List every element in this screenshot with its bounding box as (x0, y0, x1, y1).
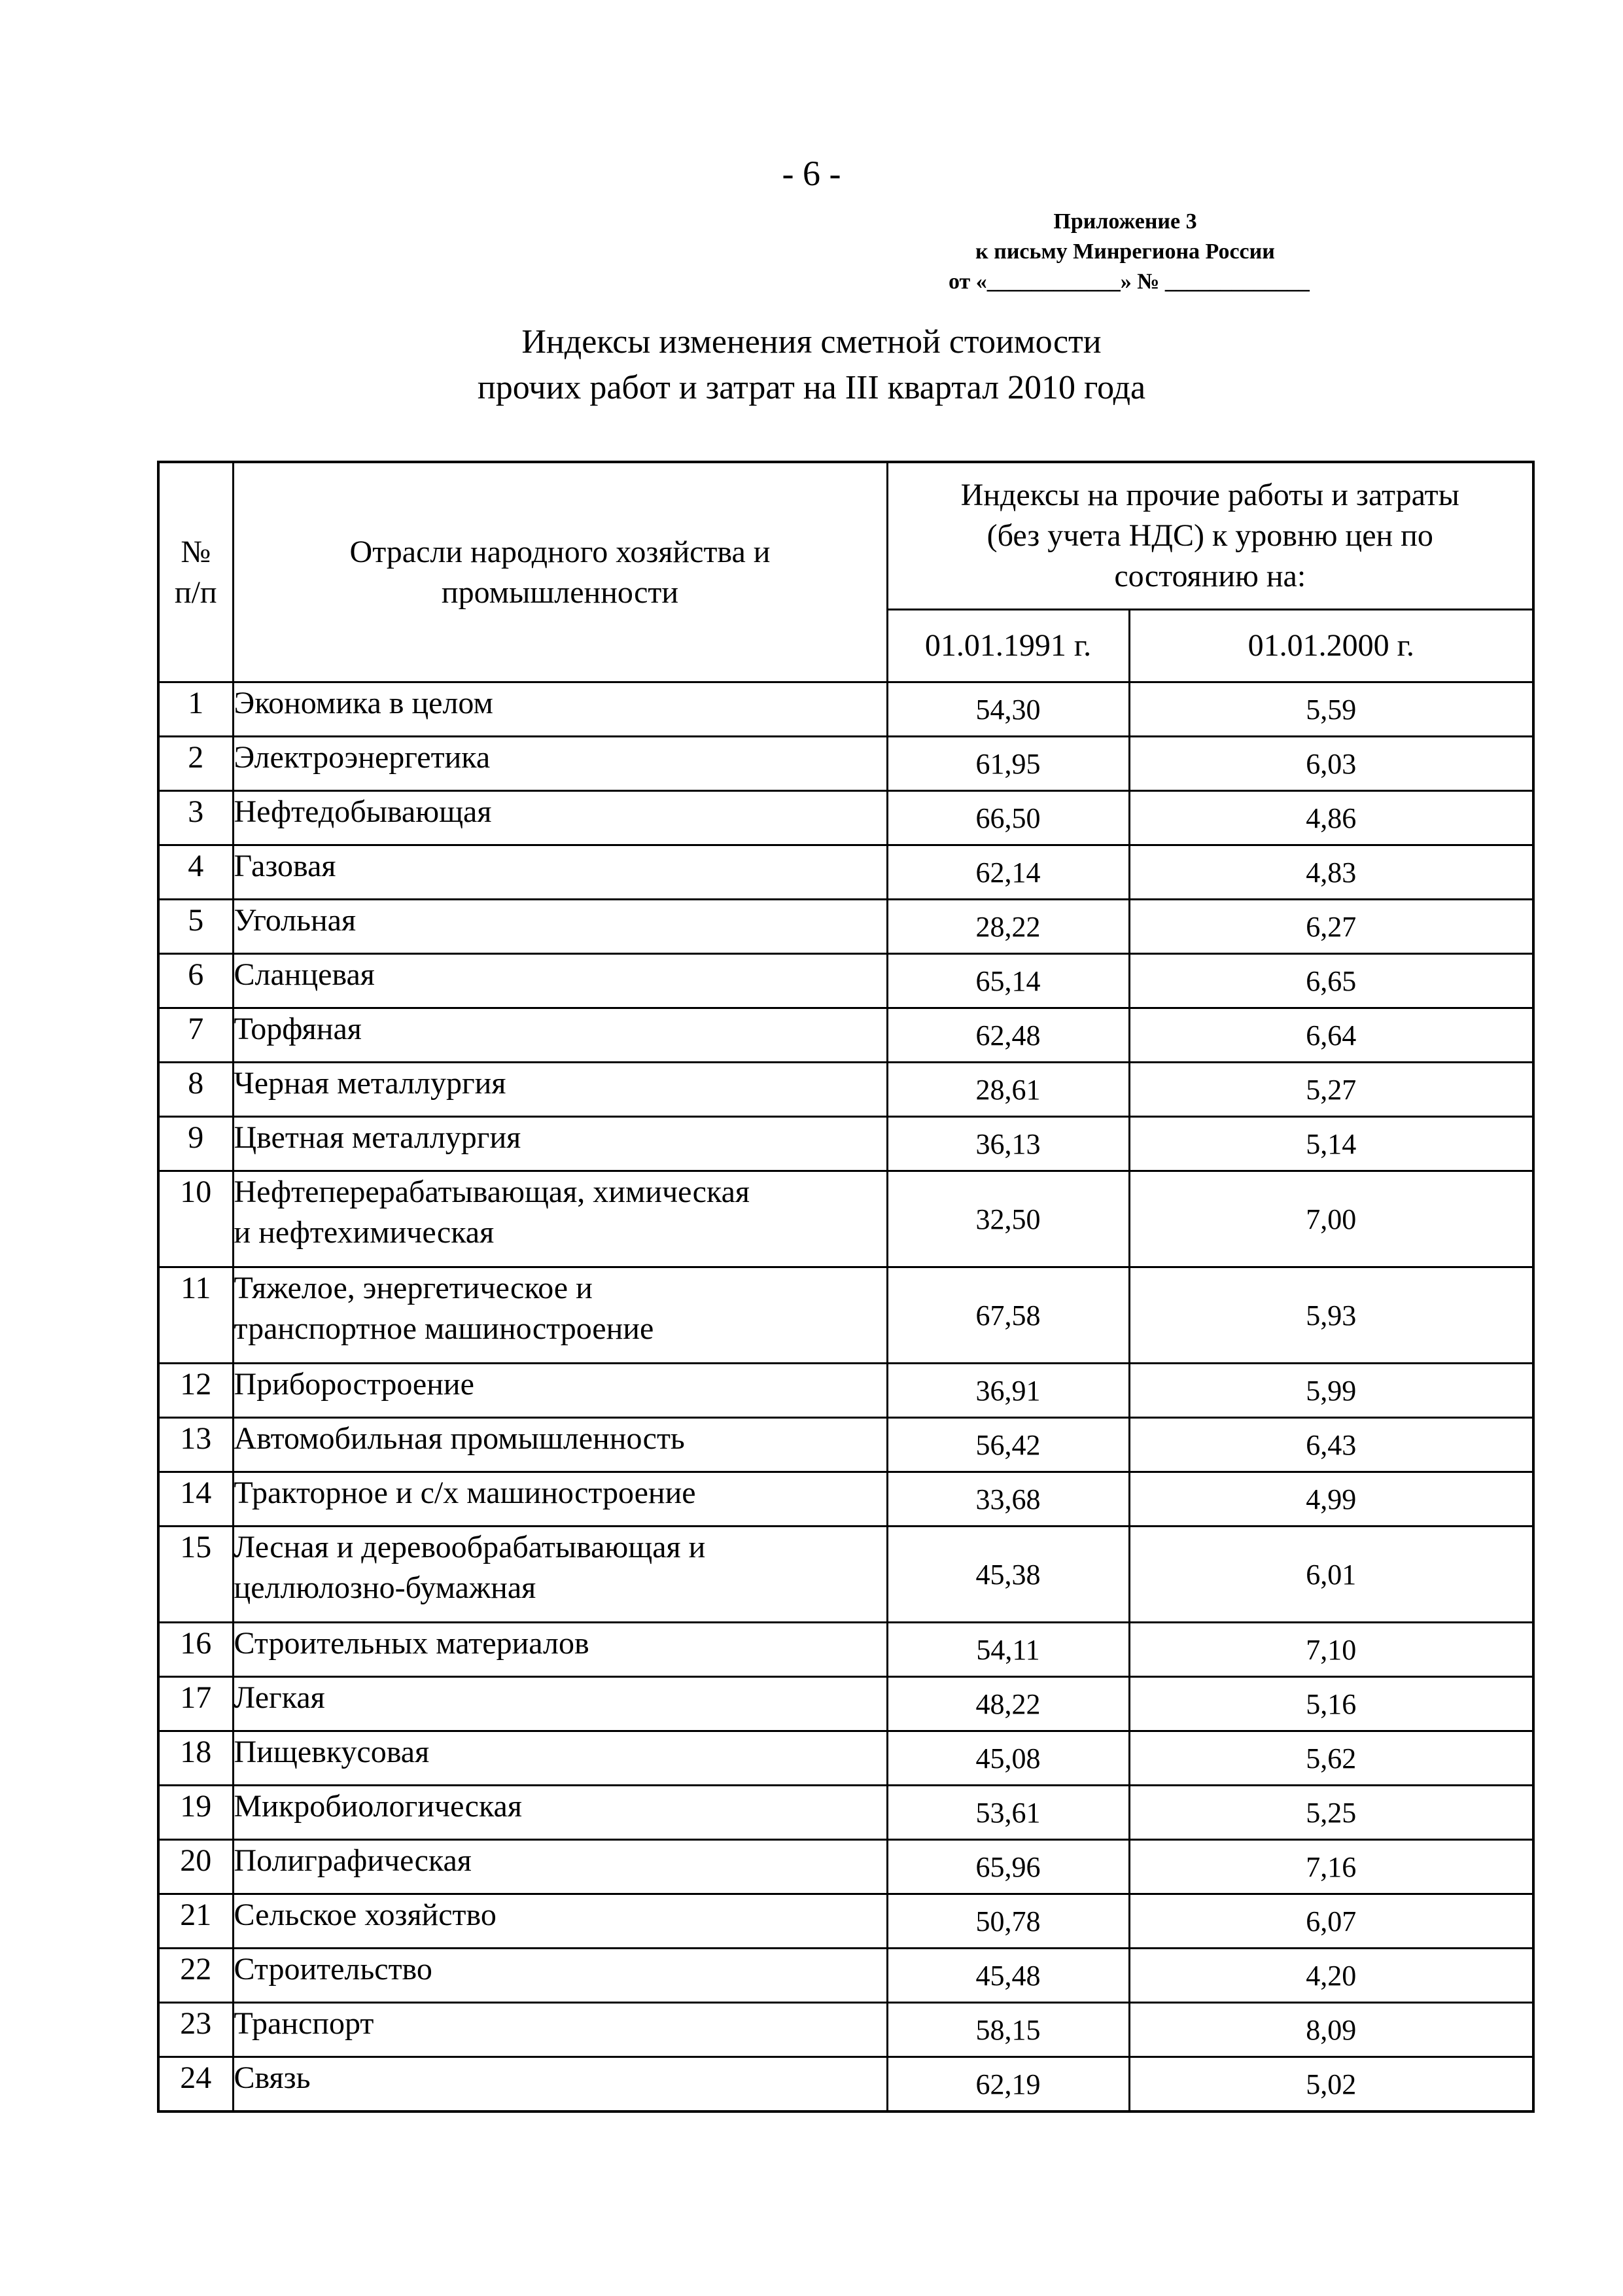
table-row (158, 1894, 1533, 1949)
branch-name-line: Лесная и деревообрабатывающая и (234, 1530, 706, 1564)
index-2000: 4,86 (1129, 791, 1533, 845)
index-1991: 56,42 (887, 1418, 1129, 1472)
branch-name-line: Тяжелое, энергетическое и (234, 1271, 593, 1305)
table-row (158, 845, 1533, 900)
index-2000: 8,09 (1129, 2003, 1533, 2057)
branch-name (233, 1364, 887, 1418)
index-1991: 36,13 (887, 1117, 1129, 1171)
index-2000: 6,64 (1129, 1008, 1533, 1063)
row-number: 11 (158, 1267, 233, 1364)
index-2000: 4,99 (1129, 1472, 1533, 1527)
branch-name (233, 845, 887, 900)
index-1991: 62,48 (887, 1008, 1129, 1063)
table-row (158, 1677, 1533, 1731)
branch-name-line: Нефтеперерабатывающая, химическая (234, 1174, 750, 1209)
branch-name-line: Сельское хозяйство (234, 1898, 497, 1932)
table-row (158, 1731, 1533, 1786)
index-2000: 5,62 (1129, 1731, 1533, 1786)
index-2000: 5,14 (1129, 1117, 1533, 1171)
table-row (158, 1840, 1533, 1894)
index-1991: 48,22 (887, 1677, 1129, 1731)
table-row (158, 1267, 1533, 1364)
branch-name (233, 1418, 887, 1472)
row-number: 22 (158, 1949, 233, 2003)
branch-name-line: Торфяная (234, 1012, 362, 1046)
branch-name (233, 1117, 887, 1171)
table-row (158, 1063, 1533, 1117)
header-date-2000: 01.01.2000 г. (1129, 610, 1533, 682)
index-2000: 7,00 (1129, 1171, 1533, 1267)
index-1991: 67,58 (887, 1267, 1129, 1364)
index-1991: 32,50 (887, 1171, 1129, 1267)
row-number: 24 (158, 2057, 233, 2112)
row-number: 6 (158, 954, 233, 1008)
branch-name (233, 900, 887, 954)
document-title (0, 319, 1623, 411)
header-number: № п/п (158, 462, 233, 682)
branch-name-line: Цветная металлургия (234, 1120, 521, 1155)
index-1991: 58,15 (887, 2003, 1129, 2057)
index-1991: 53,61 (887, 1786, 1129, 1840)
table-row (158, 2057, 1533, 2112)
row-number: 15 (158, 1527, 233, 1623)
index-1991: 45,48 (887, 1949, 1129, 2003)
branch-name (233, 2057, 887, 2112)
branch-name (233, 791, 887, 845)
branch-name-line: Газовая (234, 849, 336, 883)
table-row (158, 1527, 1533, 1623)
branch-name-line: Экономика в целом (234, 686, 493, 720)
index-2000: 7,10 (1129, 1623, 1533, 1677)
branch-name (233, 1171, 887, 1267)
branch-name (233, 1840, 887, 1894)
index-2000: 6,07 (1129, 1894, 1533, 1949)
title-line: прочих работ и затрат на III квартал 2010 года (477, 369, 1146, 406)
row-number: 7 (158, 1008, 233, 1063)
row-number: 23 (158, 2003, 233, 2057)
index-2000: 4,20 (1129, 1949, 1533, 2003)
branch-name-line: Автомобильная промышленность (234, 1421, 685, 1456)
branch-name-line: Микробиологическая (234, 1789, 522, 1824)
row-number: 18 (158, 1731, 233, 1786)
branch-name-line: Угольная (234, 903, 357, 938)
index-1991: 62,14 (887, 845, 1129, 900)
branch-name (233, 1472, 887, 1527)
branch-name-line: Строительных материалов (234, 1626, 589, 1661)
index-1991: 65,14 (887, 954, 1129, 1008)
row-number: 10 (158, 1171, 233, 1267)
index-table (157, 461, 1535, 2113)
index-2000: 6,27 (1129, 900, 1533, 954)
branch-name-line: Приборостроение (234, 1367, 474, 1402)
index-2000: 5,93 (1129, 1267, 1533, 1364)
branch-name (233, 1949, 887, 2003)
row-number: 21 (158, 1894, 233, 1949)
index-2000: 7,16 (1129, 1840, 1533, 1894)
branch-name-line: Строительство (234, 1952, 432, 1987)
table-row (158, 1008, 1533, 1063)
table-row (158, 1117, 1533, 1171)
table-body (158, 682, 1533, 2112)
row-number: 3 (158, 791, 233, 845)
index-2000: 4,83 (1129, 845, 1533, 900)
header-date-1991: 01.01.1991 г. (887, 610, 1129, 682)
table-row (158, 1472, 1533, 1527)
branch-name-line: Связь (234, 2060, 311, 2095)
index-1991: 28,22 (887, 900, 1129, 954)
row-number: 2 (158, 737, 233, 791)
row-number: 8 (158, 1063, 233, 1117)
index-2000: 5,59 (1129, 682, 1533, 737)
index-1991: 65,96 (887, 1840, 1129, 1894)
table-row (158, 954, 1533, 1008)
row-number: 1 (158, 682, 233, 737)
branch-name (233, 1623, 887, 1677)
page-number: - 6 - (782, 154, 841, 193)
index-1991: 45,38 (887, 1527, 1129, 1623)
index-2000: 5,99 (1129, 1364, 1533, 1418)
row-number: 4 (158, 845, 233, 900)
index-1991: 33,68 (887, 1472, 1129, 1527)
index-2000: 5,16 (1129, 1677, 1533, 1731)
branch-name-line: Электроэнергетика (234, 740, 491, 775)
table-row (158, 1364, 1533, 1418)
index-2000: 6,03 (1129, 737, 1533, 791)
branch-name (233, 954, 887, 1008)
table-row (158, 1418, 1533, 1472)
branch-name-line: Пищевкусовая (234, 1735, 430, 1769)
header-branch: Отрасли народного хозяйства и промышленности (233, 462, 887, 682)
row-number: 14 (158, 1472, 233, 1527)
index-2000: 5,27 (1129, 1063, 1533, 1117)
branch-name-line: Сланцевая (234, 957, 375, 992)
branch-name-line: целлюлозно-бумажная (234, 1570, 536, 1605)
appendix-line: Приложение 3 (1053, 209, 1197, 234)
branch-name (233, 682, 887, 737)
branch-name (233, 1731, 887, 1786)
row-number: 12 (158, 1364, 233, 1418)
branch-name (233, 2003, 887, 2057)
branch-name (233, 1267, 887, 1364)
branch-name (233, 737, 887, 791)
index-1991: 54,11 (887, 1623, 1129, 1677)
index-2000: 6,65 (1129, 954, 1533, 1008)
index-1991: 62,19 (887, 2057, 1129, 2112)
table-row (158, 791, 1533, 845)
row-number: 5 (158, 900, 233, 954)
index-1991: 54,30 (887, 682, 1129, 737)
branch-name-line: транспортное машиностроение (234, 1311, 654, 1346)
branch-name-line: Черная металлургия (234, 1066, 506, 1101)
row-number: 17 (158, 1677, 233, 1731)
appendix-letter-ref: от «____________» № _____________ (949, 270, 1310, 294)
index-2000: 5,25 (1129, 1786, 1533, 1840)
index-1991: 61,95 (887, 737, 1129, 791)
branch-name-line: Легкая (234, 1680, 325, 1715)
branch-name (233, 1677, 887, 1731)
table-row (158, 1623, 1533, 1677)
header-index-group: Индексы на прочие работы и затраты (без учета НДС) к уровню цен по состоянию на: (887, 462, 1533, 610)
row-number: 13 (158, 1418, 233, 1472)
index-1991: 45,08 (887, 1731, 1129, 1786)
appendix-line: к письму Минрегиона России (975, 239, 1275, 264)
row-number: 16 (158, 1623, 233, 1677)
row-number: 9 (158, 1117, 233, 1171)
table-row (158, 737, 1533, 791)
branch-name (233, 1008, 887, 1063)
row-number: 20 (158, 1840, 233, 1894)
branch-name-line: и нефтехимическая (234, 1215, 495, 1250)
branch-name-line: Нефтедобывающая (234, 794, 492, 829)
branch-name-line: Тракторное и с/х машиностроение (234, 1475, 696, 1510)
index-2000: 6,01 (1129, 1527, 1533, 1623)
index-2000: 6,43 (1129, 1418, 1533, 1472)
table-row (158, 2003, 1533, 2057)
appendix-reference (949, 207, 1310, 297)
branch-name (233, 1063, 887, 1117)
table-row (158, 1171, 1533, 1267)
index-1991: 36,91 (887, 1364, 1129, 1418)
table-row (158, 682, 1533, 737)
branch-name (233, 1786, 887, 1840)
index-1991: 28,61 (887, 1063, 1129, 1117)
table-row (158, 900, 1533, 954)
branch-name (233, 1894, 887, 1949)
index-1991: 50,78 (887, 1894, 1129, 1949)
index-1991: 66,50 (887, 791, 1129, 845)
branch-name-line: Транспорт (234, 2006, 374, 2041)
row-number: 19 (158, 1786, 233, 1840)
table-row (158, 1786, 1533, 1840)
table-row (158, 1949, 1533, 2003)
title-line: Индексы изменения сметной стоимости (521, 323, 1102, 361)
branch-name-line: Полиграфическая (234, 1843, 472, 1878)
branch-name (233, 1527, 887, 1623)
index-2000: 5,02 (1129, 2057, 1533, 2112)
